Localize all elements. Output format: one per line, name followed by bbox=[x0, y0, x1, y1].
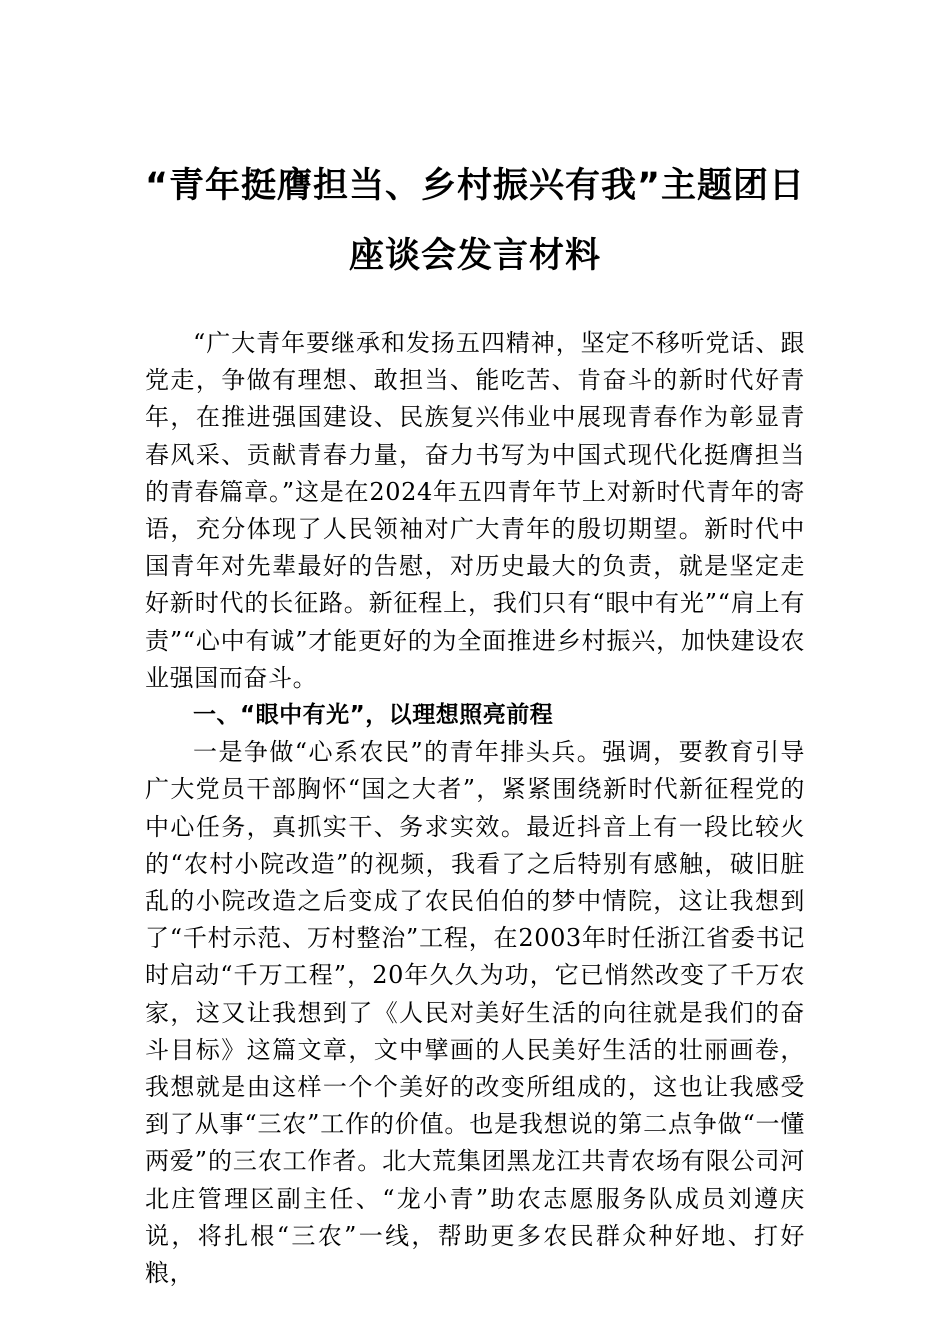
document-title-line-2: 座谈会发言材料 bbox=[348, 236, 601, 276]
section-1-paragraph: 一是争做“心系农民”的青年排头兵。强调，要教育引导广大党员干部胸怀“国之大者”，紧紧围绕新时代新征程党的中心任务，真抓实干、务求实效。最近抖音上有一段比较火的“农村小院改造”的视频，我看了之后特别有感触，破旧脏乱的小院改造之后变成了农民伯伯的梦中情院，这让我想到了“千村示范、万村整治”工程，在2003年时任浙江省委书记时启动“千万工程”，20年久久为功，它已悄然改变了千万农家，这又让我想到了《人民对美好生活的向往就是我们的奋斗目标》这篇文章，文中擘画的人民美好生活的壮丽画卷，我想就是由这样一个个美好的改变所组成的，这也让我感受到了从事“三农”工作的价值。也是我想说的第二点争做“一懂两爱”的三农工作者。北大荒集团黑龙江共青农场有限公司河北庄管理区副主任、“龙小青”助农志愿服务队成员刘遵庆说，将扎根“三农”一线，帮助更多农民群众种好地、打好粮， bbox=[145, 738, 805, 1288]
section-heading-1: 一、“眼中有光”，以理想照亮前程 bbox=[193, 702, 554, 729]
intro-paragraph: “广大青年要继承和发扬五四精神，坚定不移听党话、跟党走，争做有理想、敢担当、能吃苦、肯奋斗的新时代好青年，在推进强国建设、民族复兴伟业中展现青春作为彰显青春风采、贡献青春力量，奋力书写为中国式现代化挺膺担当的青春篇章。”这是在2024年五四青年节上对新时代青年的寄语，充分体现了人民领袖对广大青年的殷切期望。新时代中国青年对先辈最好的告慰，对历史最大的负责，就是坚定走好新时代的长征路。新征程上，我们只有“眼中有光”“肩上有责”“心中有诚”才能更好的为全面推进乡村振兴，加快建设农业强国而奋斗。 bbox=[145, 329, 805, 692]
document-body bbox=[145, 325, 805, 1292]
document-title-line-1: “青年挺膺担当、乡村振兴有我”主题团日 bbox=[144, 166, 805, 206]
